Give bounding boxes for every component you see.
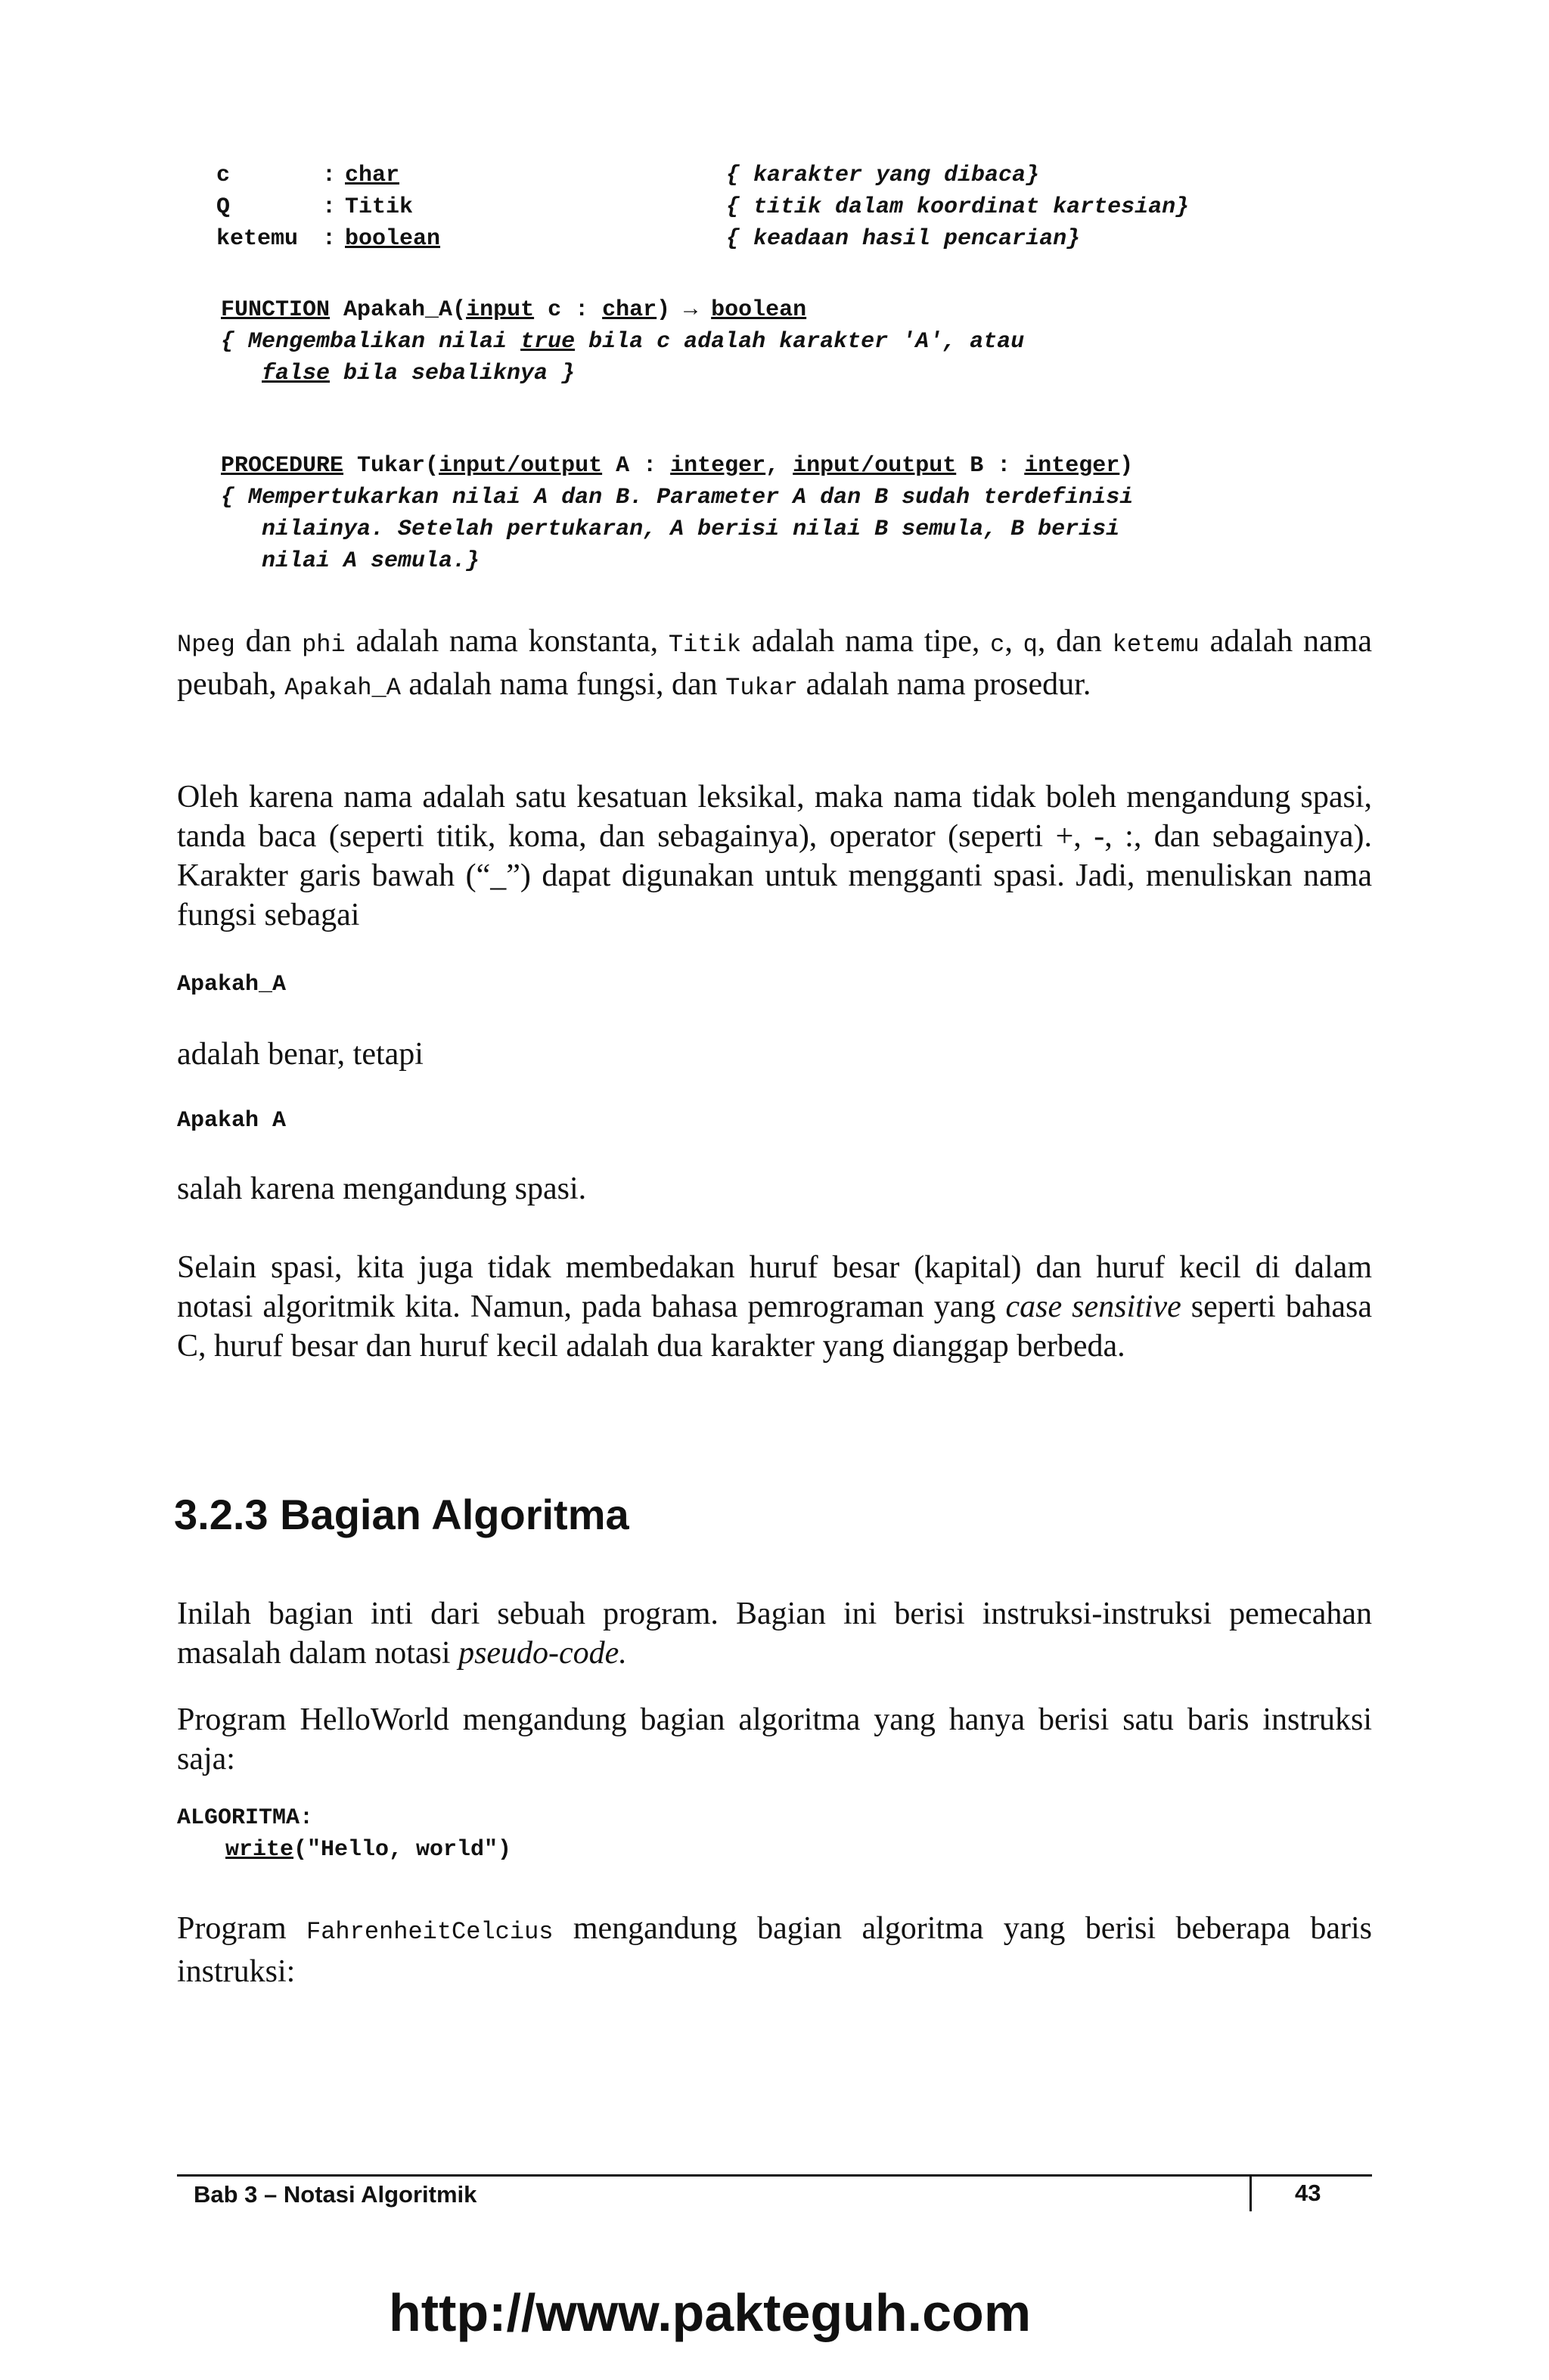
function-comment-line1 <box>221 327 1024 357</box>
decl-type: boolean <box>345 226 441 252</box>
arrow: ) → <box>657 297 712 323</box>
decl-name: ketemu <box>216 226 299 252</box>
paragraph-lexical-rules: Oleh karena nama adalah satu kesatuan leksikal, maka nama tidak boleh mengandung spasi, tanda baca (seperti titik, koma, dan sebagainya), operator (seperti +, -, :, dan sebagainya). Karakter garis bawah (“_”) dapat digunakan untuk mengganti spasi. Jadi, menuliskan nama fungsi sebagai <box>177 780 1372 932</box>
website-url[interactable]: http://www.pakteguh.com <box>389 2283 1032 2342</box>
text: Inilah bagian inti dari sebuah program. Bagian ini berisi instruksi-instruksi pemecahan masalah dalam notasi <box>177 1596 1372 1671</box>
procedure-comment-line2: nilainya. Setelah pertukaran, A berisi nilai B semula, B berisi <box>262 517 1120 542</box>
text: adalah nama fungsi, dan <box>400 667 726 702</box>
comment-text: { Mengembalikan nilai <box>221 329 521 355</box>
footer-divider <box>1249 2177 1252 2211</box>
decl-comment: { karakter yang dibaca} <box>726 163 1040 188</box>
param: A : <box>602 453 671 479</box>
paragraph-case-sensitivity <box>177 1248 1372 1366</box>
decl-type: char <box>345 163 400 188</box>
code-example-wrong: Apakah A <box>177 1108 287 1134</box>
separator: , <box>765 453 793 479</box>
io-keyword: input/output <box>439 453 603 479</box>
input-keyword: input <box>466 297 535 323</box>
decl-colon: : <box>322 163 350 188</box>
decl-type: Titik <box>345 194 414 220</box>
footer-chapter: Bab 3 – Notasi Algoritmik <box>194 2181 477 2208</box>
procedure-keyword: PROCEDURE <box>221 453 344 479</box>
paragraph-correct-note: adalah benar, tetapi <box>177 1037 424 1072</box>
decl-colon: : <box>322 194 350 220</box>
text: adalah nama peubah, <box>177 624 1372 702</box>
function-keyword: FUNCTION <box>221 297 331 323</box>
emphasis: pseudo-code. <box>458 1636 627 1671</box>
paragraph-wrong-note: salah karena mengandung spasi. <box>177 1171 587 1206</box>
decl-comment: { keadaan hasil pencarian} <box>726 226 1081 252</box>
decl-name: Q <box>216 194 231 220</box>
io-keyword: input/output <box>793 453 957 479</box>
return-type: boolean <box>711 297 807 323</box>
param-type: char <box>602 297 657 323</box>
section-heading: 3.2.3 Bagian Algoritma <box>174 1491 629 1538</box>
comment-text: bila c adalah karakter 'A', atau <box>575 329 1025 355</box>
text: adalah nama konstanta, <box>345 624 669 659</box>
text: seperti bahasa C, huruf besar dan huruf kecil adalah dua karakter yang dianggap berbeda. <box>177 1289 1372 1364</box>
inline-code: ketemu <box>1112 631 1200 659</box>
decl-colon: : <box>322 226 350 252</box>
comment-keyword: true <box>520 329 576 355</box>
paren: ) <box>1119 453 1134 479</box>
write-keyword: write <box>225 1837 294 1863</box>
footer-rule <box>177 2174 1372 2177</box>
text: mengandung bagian algoritma yang berisi beberapa baris instruksi: <box>177 1911 1372 1989</box>
procedure-name: Tukar( <box>343 453 439 479</box>
param-type: integer <box>670 453 766 479</box>
page-number: 43 <box>1295 2180 1321 2206</box>
text: , <box>1004 624 1023 659</box>
paragraph-identifiers <box>177 622 1372 708</box>
paragraph-algorithm-intro <box>177 1594 1372 1673</box>
procedure-comment-line3: nilai A semula.} <box>262 548 480 574</box>
param: c : <box>534 297 603 323</box>
inline-code: c <box>990 631 1005 659</box>
comment-keyword: false <box>262 361 331 386</box>
function-comment-line2 <box>262 358 575 389</box>
decl-comment: { titik dalam koordinat kartesian} <box>726 194 1190 220</box>
param-type: integer <box>1024 453 1120 479</box>
paragraph-helloworld: Program HelloWorld mengandung bagian algoritma yang hanya berisi satu baris instruksi saja: <box>177 1702 1372 1776</box>
text: adalah nama prosedur. <box>798 667 1091 702</box>
write-argument: ("Hello, world") <box>293 1837 512 1863</box>
text: , dan <box>1037 624 1113 659</box>
inline-code: Titik <box>668 631 741 659</box>
algorithm-label: ALGORITMA: <box>177 1805 314 1831</box>
paragraph-fahrenheit <box>177 1909 1372 1991</box>
inline-code: Apakah_A <box>284 674 401 702</box>
emphasis: case sensitive <box>1005 1289 1181 1324</box>
decl-name: c <box>216 163 231 188</box>
function-signature <box>221 295 806 325</box>
comment-text: bila sebaliknya } <box>330 361 576 386</box>
algorithm-code-line <box>225 1835 511 1865</box>
inline-code: q <box>1023 631 1038 659</box>
procedure-signature <box>221 451 1133 481</box>
code-example-correct: Apakah_A <box>177 972 287 998</box>
inline-code: phi <box>302 631 346 659</box>
inline-code: FahrenheitCelcius <box>306 1918 554 1946</box>
function-name: Apakah_A( <box>330 297 467 323</box>
inline-code: Tukar <box>725 674 799 702</box>
procedure-comment-line1: { Mempertukarkan nilai A dan B. Parameter A dan B sudah terdefinisi <box>221 485 1134 510</box>
text: adalah nama tipe, <box>740 624 991 659</box>
inline-code: Npeg <box>177 631 235 659</box>
text: dan <box>234 624 303 659</box>
text: Program <box>177 1911 307 1946</box>
text: Selain spasi, kita juga tidak membedakan huruf besar (kapital) dan huruf kecil di dalam notasi algoritmik kita. Namun, pada bahasa pemrograman yang <box>177 1250 1372 1324</box>
param: B : <box>956 453 1025 479</box>
